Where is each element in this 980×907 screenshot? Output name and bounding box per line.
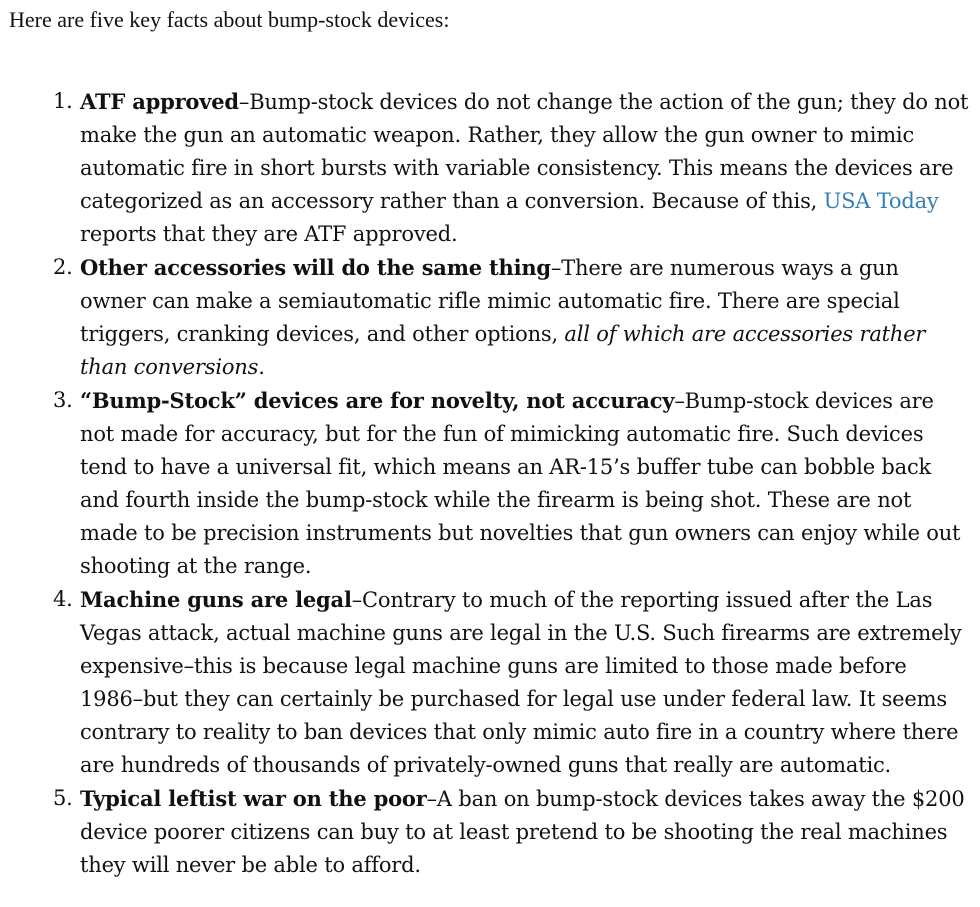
intro-text: Here are five key facts about bump-stock devices: (9, 7, 450, 32)
fact-number: 4. (53, 587, 73, 611)
fact-text: . (258, 355, 265, 379)
fact-item (53, 583, 970, 782)
fact-italic-text: all of which are accessories rather than conversions (80, 322, 926, 379)
fact-number: 5. (53, 786, 73, 810)
fact-text: –Bump-stock devices do not change the action of the gun; they do not make the gun an automatic weapon. Rather, they allow the gun owner to mimic automatic fire in short bursts with variable consistency. This means the devices are categorized as an accessory rather than a conversion. Because of this, (80, 90, 969, 213)
fact-heading: Other accessories will do the same thing (80, 255, 551, 280)
fact-text: –There are numerous ways a gun owner can make a semiautomatic rifle mimic automatic fire. There are special triggers, cranking devices, and other options, (80, 256, 900, 346)
fact-heading: Machine guns are legal (80, 587, 352, 612)
fact-number: 1. (53, 89, 73, 113)
fact-item (53, 384, 970, 583)
fact-text: –Bump-stock devices are not made for accuracy, but for the fun of mimicking automatic fire. Such devices tend to have a universal fit, which means an AR-15’s buffer tube can bobble back and fourth inside the bump-stock while the firearm is being shot. These are not made to be precision instruments but novelties that gun owners can enjoy while out shooting at the range. (80, 389, 961, 578)
fact-number: 2. (53, 255, 73, 279)
fact-item (53, 85, 970, 251)
fact-heading: Typical leftist war on the poor (80, 786, 427, 811)
fact-heading: ATF approved (80, 89, 239, 114)
fact-number: 3. (53, 388, 73, 412)
fact-heading: “Bump-Stock” devices are for novelty, not accuracy (80, 388, 675, 413)
usa-today-link[interactable]: USA Today (823, 189, 939, 213)
fact-text: –Contrary to much of the reporting issued after the Las Vegas attack, actual machine guns are legal in the U.S. Such firearms are extremely expensive–this is because legal machine guns are limited to those made before 1986–but they can certainly be purchased for legal use under federal law. It seems contrary to reality to ban devices that only mimic auto fire in a country where there are hundreds of thousands of privately-owned guns that really are automatic. (80, 588, 962, 777)
fact-text: –A ban on bump-stock devices takes away the $200 device poorer citizens can buy to at least pretend to be shooting the real machines they will never be able to afford. (80, 787, 965, 877)
fact-item (53, 782, 970, 882)
fact-item (53, 251, 970, 384)
facts-list (53, 85, 970, 882)
fact-text: reports that they are ATF approved. (80, 222, 458, 246)
